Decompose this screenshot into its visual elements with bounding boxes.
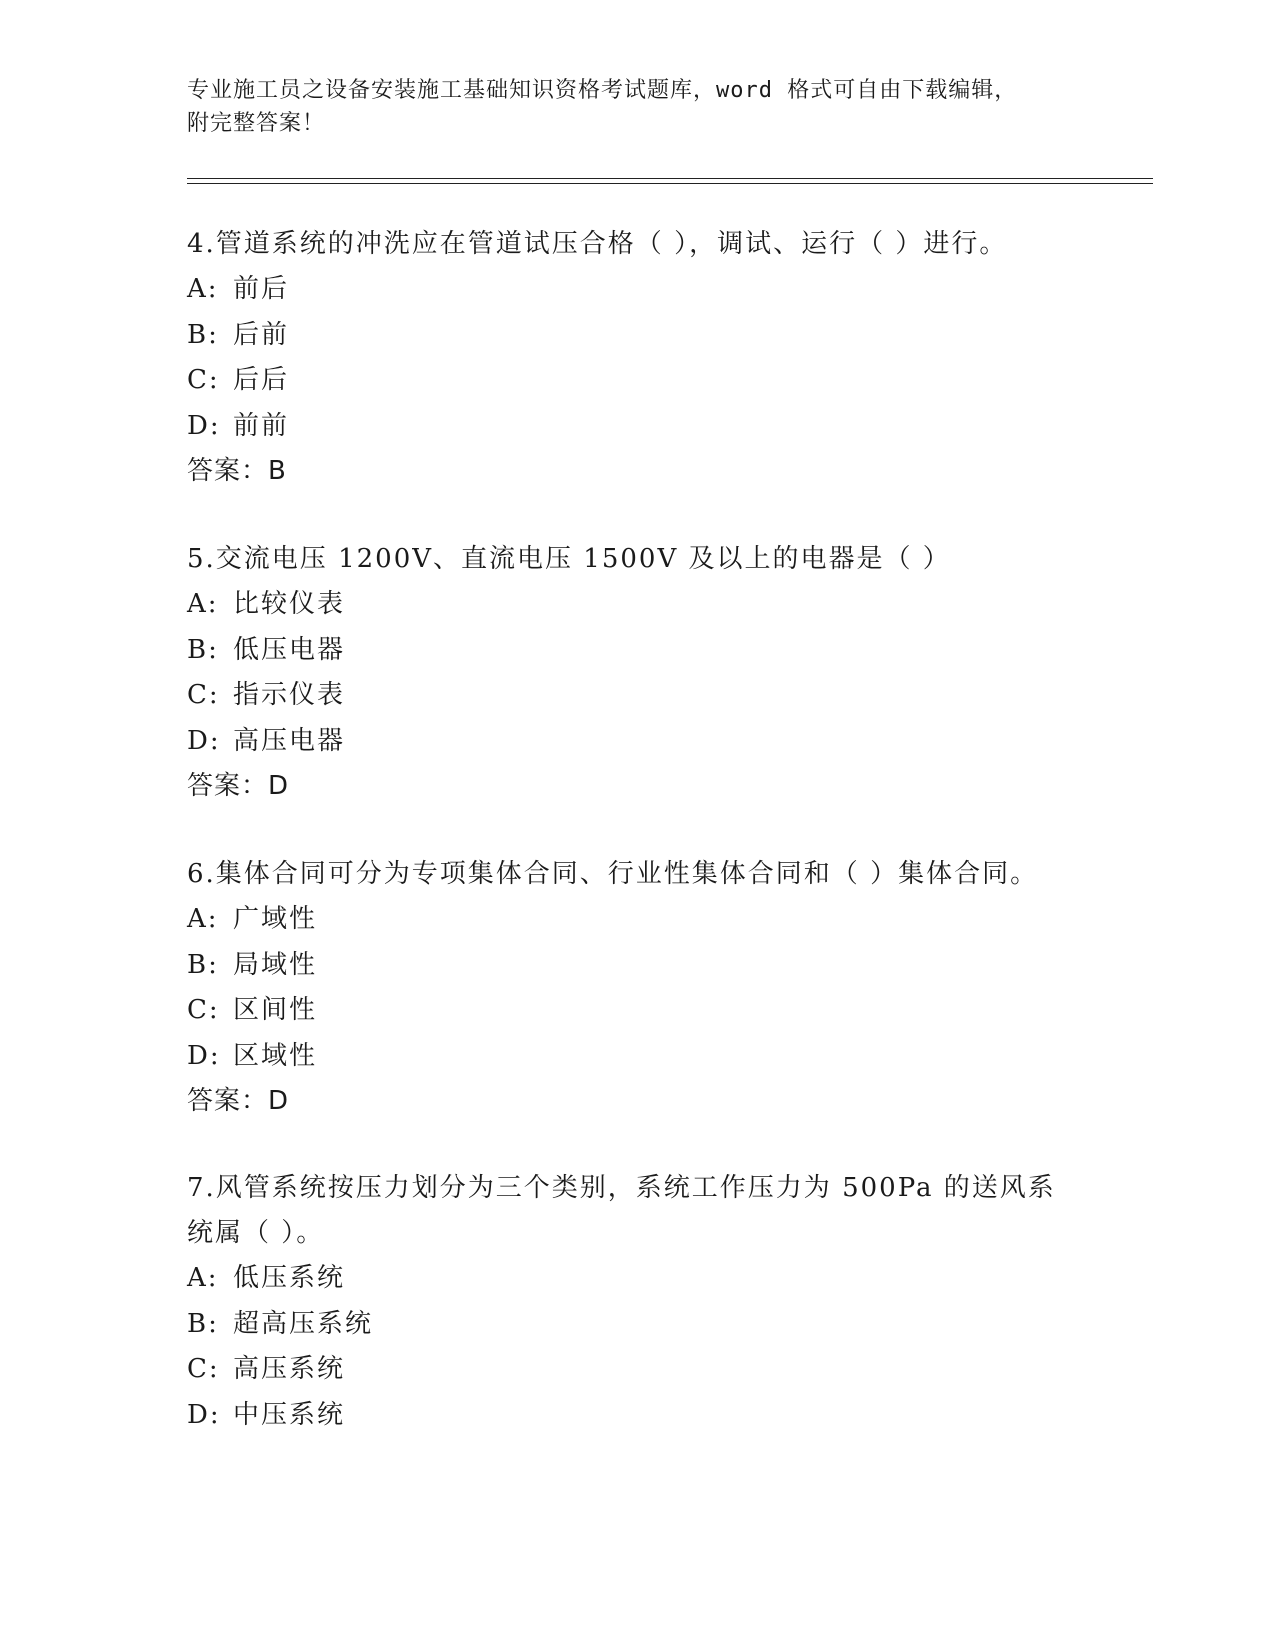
option-text: 广域性 bbox=[233, 904, 318, 934]
question-6 bbox=[187, 852, 1147, 1124]
option-key: B: bbox=[187, 1308, 219, 1339]
option-key: A: bbox=[187, 1263, 219, 1293]
option-key: D: bbox=[187, 1040, 221, 1071]
option-d bbox=[187, 1393, 1067, 1439]
option-text: 低压系统 bbox=[233, 1263, 346, 1293]
option-a bbox=[187, 897, 1147, 943]
option-c bbox=[187, 358, 1147, 404]
answer-line: 答案：D bbox=[187, 771, 290, 801]
question-7 bbox=[187, 1166, 1067, 1438]
option-text: 超高压系统 bbox=[233, 1308, 374, 1339]
option-b bbox=[187, 1302, 1067, 1348]
option-text: 指示仪表 bbox=[233, 680, 346, 710]
header-line-1: 专业施工员之设备安装施工基础知识资格考试题库，word 格式可自由下载编辑， bbox=[187, 78, 1018, 103]
option-key: B: bbox=[187, 634, 219, 665]
option-key: A: bbox=[187, 904, 219, 934]
option-text: 高压系统 bbox=[233, 1354, 346, 1384]
option-d bbox=[187, 1034, 1147, 1080]
option-b bbox=[187, 628, 1147, 674]
document-header bbox=[187, 74, 1087, 140]
option-text: 高压电器 bbox=[233, 725, 346, 756]
option-c bbox=[187, 1347, 1067, 1393]
option-a bbox=[187, 1256, 1067, 1302]
option-c bbox=[187, 988, 1147, 1034]
option-d bbox=[187, 404, 1147, 450]
option-key: C: bbox=[187, 1354, 220, 1384]
option-text: 区域性 bbox=[233, 1040, 318, 1071]
option-key: C: bbox=[187, 365, 220, 395]
question-4 bbox=[187, 222, 1147, 494]
option-text: 后后 bbox=[233, 365, 290, 395]
option-c bbox=[187, 673, 1147, 719]
option-text: 低压电器 bbox=[233, 634, 346, 665]
option-a bbox=[187, 582, 1147, 628]
option-key: A: bbox=[187, 274, 219, 304]
option-text: 中压系统 bbox=[233, 1399, 346, 1430]
option-key: C: bbox=[187, 680, 220, 710]
answer-line: 答案：D bbox=[187, 1086, 290, 1116]
option-key: D: bbox=[187, 410, 221, 441]
question-stem: 6.集体合同可分为专项集体合同、行业性集体合同和（ ）集体合同。 bbox=[187, 859, 1039, 889]
question-stem: 4.管道系统的冲洗应在管道试压合格（ ），调试、运行（ ）进行。 bbox=[187, 229, 1008, 259]
question-stem: 7.风管系统按压力划分为三个类别，系统工作压力为 500Pa 的送风系统属（ ）。 bbox=[187, 1173, 1056, 1248]
answer-line: 答案：B bbox=[187, 456, 287, 486]
option-a bbox=[187, 267, 1147, 313]
option-key: B: bbox=[187, 319, 219, 350]
option-text: 比较仪表 bbox=[233, 589, 346, 619]
option-b bbox=[187, 943, 1147, 989]
header-divider-top bbox=[187, 178, 1153, 179]
option-key: C: bbox=[187, 995, 220, 1025]
question-5 bbox=[187, 537, 1147, 809]
option-d bbox=[187, 719, 1147, 765]
question-stem: 5.交流电压 1200V、直流电压 1500V 及以上的电器是（ ） bbox=[187, 544, 951, 574]
header-divider-bottom bbox=[187, 183, 1153, 184]
option-key: D: bbox=[187, 1399, 221, 1430]
header-line-2: 附完整答案！ bbox=[187, 111, 326, 136]
option-text: 前前 bbox=[233, 410, 290, 441]
option-b bbox=[187, 313, 1147, 359]
option-key: B: bbox=[187, 949, 219, 980]
option-text: 前后 bbox=[233, 274, 290, 304]
option-text: 局域性 bbox=[233, 949, 318, 980]
option-text: 区间性 bbox=[233, 995, 318, 1025]
option-key: A: bbox=[187, 589, 219, 619]
option-key: D: bbox=[187, 725, 221, 756]
option-text: 后前 bbox=[233, 319, 290, 350]
